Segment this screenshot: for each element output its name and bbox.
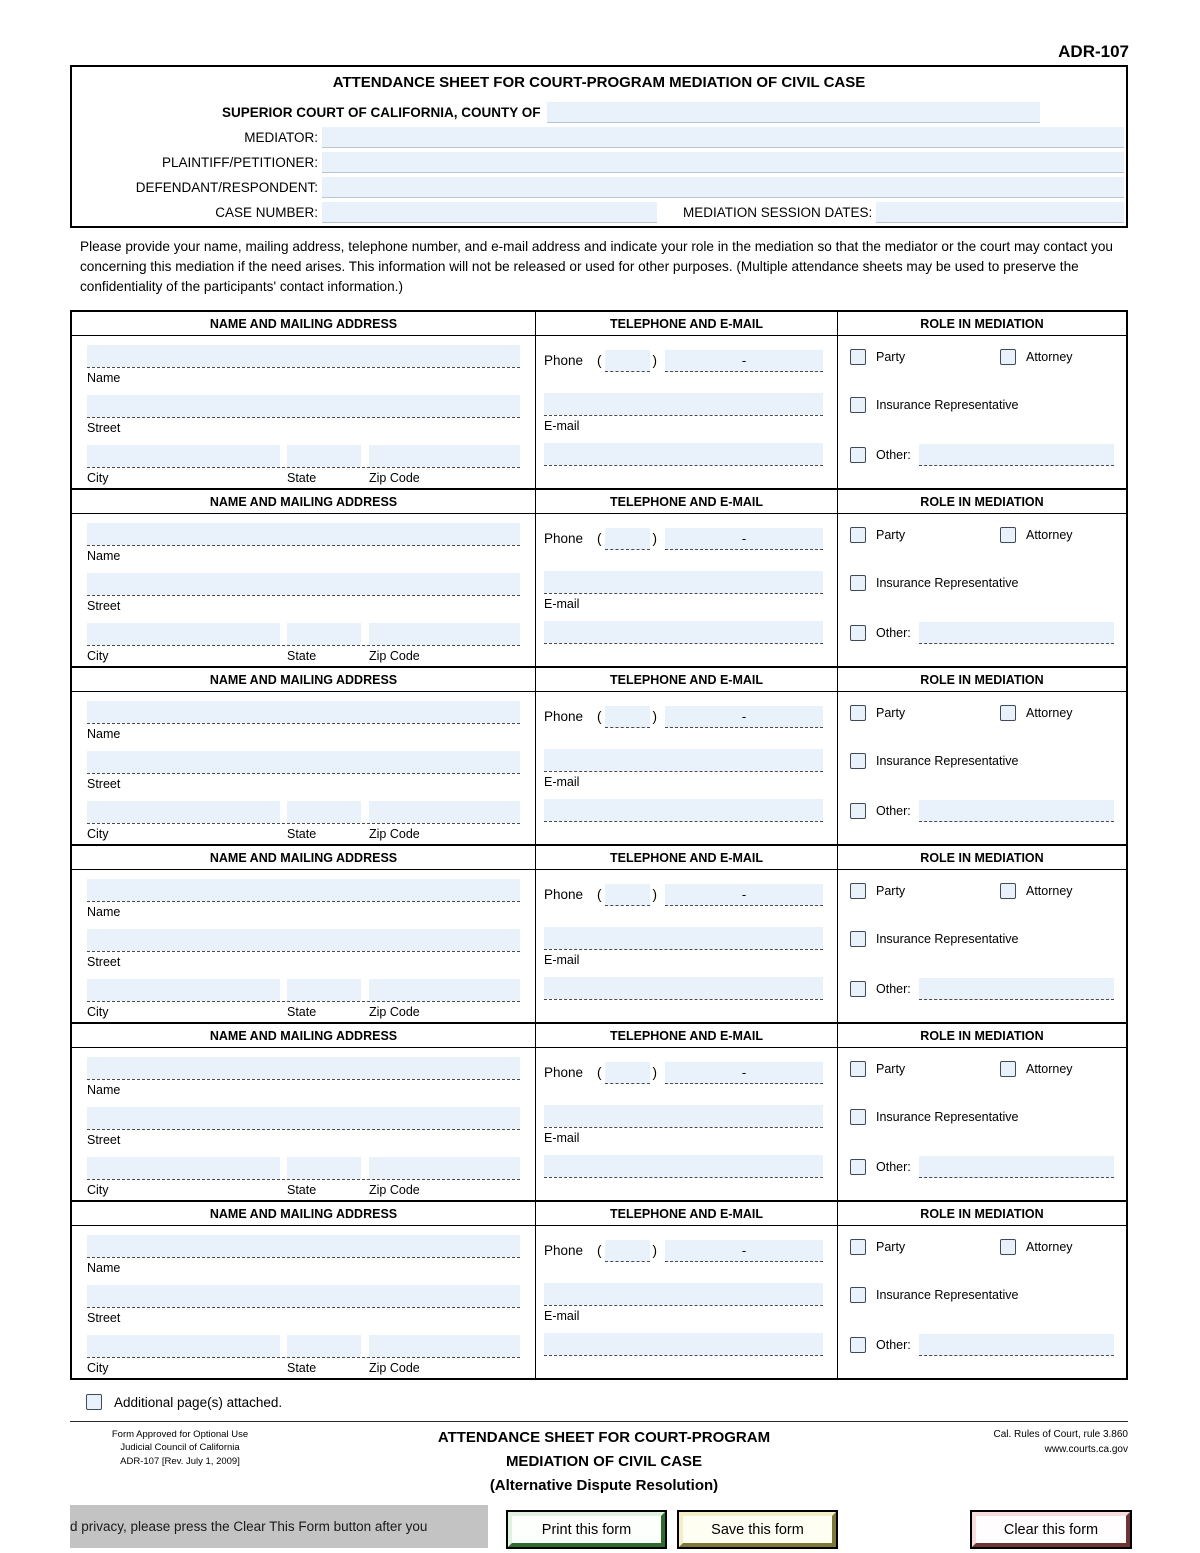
other-role-label: Other: [876, 982, 911, 996]
attendee-entry [72, 1200, 1126, 1378]
insurance-representative-label: Insurance Representative [876, 932, 1019, 946]
party-label: Party [876, 706, 906, 720]
phone-label: Phone [544, 531, 584, 546]
phone-open-paren: ( [597, 709, 602, 724]
phone-row [544, 1058, 823, 1084]
case-number-input[interactable] [322, 202, 657, 223]
phone-email-cell [535, 870, 837, 1022]
phone-close-paren: ) [652, 353, 658, 368]
footer-rule-reference: Cal. Rules of Court, rule 3.860 [993, 1429, 1128, 1440]
column-header-role: ROLE IN MEDIATION [837, 846, 1126, 870]
county-row [222, 100, 1040, 125]
footer [70, 1426, 1128, 1498]
party-label: Party [876, 1240, 906, 1254]
form-title: ATTENDANCE SHEET FOR COURT-PROGRAM MEDIATION OF CIVIL CASE [332, 74, 866, 91]
street-group [87, 1284, 520, 1325]
zip-input[interactable] [369, 445, 520, 467]
state-label: State [287, 1005, 317, 1019]
phone-label: Phone [544, 887, 584, 902]
insurance-representative-checkbox[interactable] [850, 1287, 866, 1303]
mediator-label: MEDIATOR: [244, 130, 318, 145]
name-group [87, 700, 520, 741]
insurance-representative-label: Insurance Representative [876, 398, 1019, 412]
party-checkbox[interactable] [850, 1239, 866, 1255]
column-header-role: ROLE IN MEDIATION [837, 490, 1126, 514]
insurance-representative-checkbox[interactable] [850, 753, 866, 769]
party-label: Party [876, 1062, 906, 1076]
phone-area-code-input[interactable] [605, 350, 650, 372]
column-header-address: NAME AND MAILING ADDRESS [72, 312, 535, 336]
city-input[interactable] [87, 979, 280, 1001]
email-input-line2[interactable] [544, 977, 823, 999]
attorney-label: Attorney [1026, 706, 1073, 720]
column-header-address: NAME AND MAILING ADDRESS [72, 490, 535, 514]
phone-number-input[interactable]: - [665, 350, 823, 372]
email-input-line2[interactable] [544, 1155, 823, 1177]
city-state-zip-group [87, 1156, 520, 1197]
other-role-label: Other: [876, 448, 911, 462]
plaintiff-input[interactable] [322, 152, 1124, 173]
email-group [544, 1282, 823, 1323]
additional-pages-row [86, 1394, 282, 1410]
other-role-label: Other: [876, 1338, 911, 1352]
name-label: Name [87, 371, 121, 385]
attendee-entry [72, 488, 1126, 666]
city-state-zip-group [87, 622, 520, 663]
action-bar [0, 1505, 1200, 1548]
footer-rules-block [918, 1426, 1128, 1498]
street-input[interactable] [87, 1285, 520, 1307]
party-checkbox[interactable] [850, 705, 866, 721]
city-label: City [87, 1361, 109, 1375]
other-role-checkbox[interactable] [850, 625, 866, 641]
street-input[interactable] [87, 395, 520, 417]
phone-area-code-input[interactable] [605, 1062, 650, 1084]
street-input[interactable] [87, 1107, 520, 1129]
role-cell [837, 870, 1126, 1022]
name-label: Name [87, 905, 121, 919]
state-input[interactable] [287, 1335, 361, 1357]
city-label: City [87, 1183, 109, 1197]
other-role-input[interactable] [919, 1156, 1114, 1178]
email-input[interactable] [544, 749, 823, 771]
column-header-phone: TELEPHONE AND E-MAIL [535, 490, 837, 514]
city-input[interactable] [87, 1157, 280, 1179]
zip-label: Zip Code [369, 471, 420, 485]
name-input[interactable] [87, 701, 520, 723]
other-role-label: Other: [876, 1160, 911, 1174]
phone-row [544, 702, 823, 728]
instructions-paragraph: Please provide your name, mailing address, telephone number, and e-mail address and indicate your role in the mediation so that the mediator or the court may contact you concerning this mediation if the need arises. This information will not be released or used for other purposes. (Multiple attendance sheets may be used to preserve the confidentiality of the participants' contact information.) [80, 239, 1113, 294]
state-label: State [287, 1183, 317, 1197]
phone-open-paren: ( [597, 887, 602, 902]
email-input-line2[interactable] [544, 621, 823, 643]
other-role-input[interactable] [919, 1334, 1114, 1356]
footer-title-line: ATTENDANCE SHEET FOR COURT-PROGRAM [437, 1429, 771, 1446]
state-input[interactable] [287, 1157, 361, 1179]
phone-email-cell [535, 692, 837, 844]
insurance-representative-checkbox[interactable] [850, 1109, 866, 1125]
city-label: City [87, 471, 109, 485]
email-input[interactable] [544, 393, 823, 415]
insurance-representative-checkbox[interactable] [850, 575, 866, 591]
party-checkbox[interactable] [850, 1061, 866, 1077]
state-input[interactable] [287, 445, 361, 467]
phone-number-input[interactable]: - [665, 528, 823, 550]
name-input[interactable] [87, 1235, 520, 1257]
defendant-label: DEFENDANT/RESPONDENT: [135, 180, 318, 195]
phone-row [544, 880, 823, 906]
phone-close-paren: ) [652, 709, 658, 724]
role-cell [837, 1048, 1126, 1200]
city-input[interactable] [87, 801, 280, 823]
email-input[interactable] [544, 1283, 823, 1305]
county-input[interactable] [547, 102, 1040, 123]
name-group [87, 344, 520, 385]
footer-approval-line: Form Approved for Optional Use [111, 1429, 249, 1440]
other-role-checkbox[interactable] [850, 803, 866, 819]
form-number: ADR-107 [1058, 42, 1129, 61]
street-input[interactable] [87, 573, 520, 595]
other-role-label: Other: [876, 626, 911, 640]
email-label: E-mail [544, 1309, 580, 1323]
insurance-representative-label: Insurance Representative [876, 576, 1019, 590]
session-dates-label: MEDIATION SESSION DATES: [683, 205, 873, 220]
street-group [87, 928, 520, 969]
zip-input[interactable] [369, 1157, 520, 1179]
state-label: State [287, 649, 317, 663]
phone-close-paren: ) [652, 531, 658, 546]
name-group [87, 1234, 520, 1275]
phone-number-input[interactable]: - [665, 1062, 823, 1084]
other-role-input[interactable] [919, 622, 1114, 644]
other-role-checkbox[interactable] [850, 1159, 866, 1175]
attendance-table [70, 310, 1128, 1380]
phone-email-cell [535, 1048, 837, 1200]
phone-row [544, 524, 823, 550]
clear-form-button[interactable]: Clear this form [972, 1512, 1130, 1547]
street-group [87, 572, 520, 613]
insurance-representative-label: Insurance Representative [876, 754, 1019, 768]
street-group [87, 394, 520, 435]
state-label: State [287, 1361, 317, 1375]
phone-email-cell [535, 514, 837, 666]
street-label: Street [87, 777, 121, 791]
email-input[interactable] [544, 927, 823, 949]
column-header-phone: TELEPHONE AND E-MAIL [535, 312, 837, 336]
email-input-line2[interactable] [544, 443, 823, 465]
city-input[interactable] [87, 623, 280, 645]
address-cell [72, 870, 535, 1022]
insurance-representative-checkbox[interactable] [850, 397, 866, 413]
zip-label: Zip Code [369, 1361, 420, 1375]
name-input[interactable] [87, 523, 520, 545]
county-label: SUPERIOR COURT OF CALIFORNIA, COUNTY OF [222, 105, 541, 120]
column-header-address: NAME AND MAILING ADDRESS [72, 846, 535, 870]
state-label: State [287, 827, 317, 841]
phone-close-paren: ) [652, 1243, 658, 1258]
session-dates-input[interactable] [876, 202, 1124, 223]
name-label: Name [87, 549, 121, 563]
case-number-row [72, 200, 1124, 225]
party-label: Party [876, 884, 906, 898]
phone-area-code-input[interactable] [605, 528, 650, 550]
phone-label: Phone [544, 1065, 584, 1080]
name-group [87, 878, 520, 919]
email-input[interactable] [544, 571, 823, 593]
insurance-representative-label: Insurance Representative [876, 1110, 1019, 1124]
insurance-representative-checkbox[interactable] [850, 931, 866, 947]
street-group [87, 750, 520, 791]
attendee-entry [72, 666, 1126, 844]
privacy-notice: d privacy, please press the Clear This Form button after you [70, 1505, 488, 1548]
phone-area-code-input[interactable] [605, 706, 650, 728]
column-header-phone: TELEPHONE AND E-MAIL [535, 1024, 837, 1048]
city-state-zip-group [87, 978, 520, 1019]
attorney-checkbox[interactable] [1000, 883, 1016, 899]
defendant-input[interactable] [322, 177, 1124, 198]
plaintiff-label: PLAINTIFF/PETITIONER: [161, 155, 318, 170]
column-header-address: NAME AND MAILING ADDRESS [72, 1202, 535, 1226]
attorney-checkbox[interactable] [1000, 1061, 1016, 1077]
phone-close-paren: ) [652, 887, 658, 902]
save-form-button[interactable]: Save this form [679, 1512, 836, 1547]
other-role-checkbox[interactable] [850, 447, 866, 463]
zip-input[interactable] [369, 1335, 520, 1357]
city-label: City [87, 827, 109, 841]
email-label: E-mail [544, 419, 580, 433]
attendee-entry [72, 312, 1126, 488]
phone-area-code-input[interactable] [605, 884, 650, 906]
party-label: Party [876, 350, 906, 364]
attorney-checkbox[interactable] [1000, 1239, 1016, 1255]
role-cell [837, 336, 1126, 488]
name-label: Name [87, 1083, 121, 1097]
column-header-phone: TELEPHONE AND E-MAIL [535, 668, 837, 692]
other-role-input[interactable] [919, 978, 1114, 1000]
print-form-button[interactable]: Print this form [508, 1512, 665, 1547]
state-label: State [287, 471, 317, 485]
email-input-line2[interactable] [544, 799, 823, 821]
column-header-role: ROLE IN MEDIATION [837, 312, 1126, 336]
name-input[interactable] [87, 879, 520, 901]
column-header-role: ROLE IN MEDIATION [837, 668, 1126, 692]
zip-input[interactable] [369, 979, 520, 1001]
state-input[interactable] [287, 979, 361, 1001]
attendee-entry [72, 844, 1126, 1022]
address-cell [72, 1226, 535, 1378]
phone-label: Phone [544, 353, 584, 368]
attorney-label: Attorney [1026, 884, 1073, 898]
email-group [544, 392, 823, 433]
other-role-checkbox[interactable] [850, 981, 866, 997]
email-label: E-mail [544, 953, 580, 967]
column-header-phone: TELEPHONE AND E-MAIL [535, 1202, 837, 1226]
street-input[interactable] [87, 751, 520, 773]
phone-open-paren: ( [597, 531, 602, 546]
column-header-address: NAME AND MAILING ADDRESS [72, 668, 535, 692]
footer-divider [70, 1421, 1128, 1422]
plaintiff-row [72, 150, 1124, 175]
address-cell [72, 514, 535, 666]
email-input-line2[interactable] [544, 1333, 823, 1355]
additional-pages-label: Additional page(s) attached. [114, 1394, 283, 1410]
attorney-label: Attorney [1026, 1240, 1073, 1254]
insurance-representative-label: Insurance Representative [876, 1288, 1019, 1302]
footer-title-line: MEDIATION OF CIVIL CASE [505, 1453, 703, 1470]
zip-label: Zip Code [369, 827, 420, 841]
phone-number-input[interactable]: - [665, 706, 823, 728]
footer-title-block [290, 1426, 918, 1498]
zip-input[interactable] [369, 801, 520, 823]
other-role-input[interactable] [919, 800, 1114, 822]
city-state-zip-group [87, 1334, 520, 1375]
attorney-label: Attorney [1026, 350, 1073, 364]
case-number-label: CASE NUMBER: [215, 205, 318, 220]
phone-number-input[interactable]: - [665, 884, 823, 906]
city-label: City [87, 1005, 109, 1019]
street-label: Street [87, 1133, 121, 1147]
phone-close-paren: ) [652, 1065, 658, 1080]
role-cell [837, 692, 1126, 844]
party-checkbox[interactable] [850, 883, 866, 899]
other-role-input[interactable] [919, 444, 1114, 466]
city-state-zip-group [87, 800, 520, 841]
city-label: City [87, 649, 109, 663]
name-input[interactable] [87, 1057, 520, 1079]
email-group [544, 926, 823, 967]
city-input[interactable] [87, 1335, 280, 1357]
attorney-label: Attorney [1026, 528, 1073, 542]
other-role-checkbox[interactable] [850, 1337, 866, 1353]
phone-row [544, 346, 823, 372]
footer-title-line: (Alternative Dispute Resolution) [489, 1477, 719, 1494]
email-input[interactable] [544, 1105, 823, 1127]
street-group [87, 1106, 520, 1147]
address-cell [72, 692, 535, 844]
role-cell [837, 1226, 1126, 1378]
name-group [87, 522, 520, 563]
party-checkbox[interactable] [850, 527, 866, 543]
street-input[interactable] [87, 929, 520, 951]
address-cell [72, 1048, 535, 1200]
phone-email-cell [535, 336, 837, 488]
footer-approval-line: ADR-107 [Rev. July 1, 2009] [120, 1455, 240, 1467]
phone-label: Phone [544, 709, 584, 724]
column-header-role: ROLE IN MEDIATION [837, 1202, 1126, 1226]
column-header-address: NAME AND MAILING ADDRESS [72, 1024, 535, 1048]
column-header-role: ROLE IN MEDIATION [837, 1024, 1126, 1048]
email-label: E-mail [544, 1131, 580, 1145]
mediator-input[interactable] [322, 127, 1124, 148]
footer-approval-line: Judicial Council of California [120, 1442, 240, 1454]
street-label: Street [87, 421, 121, 435]
attorney-label: Attorney [1026, 1062, 1073, 1076]
zip-input[interactable] [369, 623, 520, 645]
city-input[interactable] [87, 445, 280, 467]
caption-box [70, 65, 1128, 228]
defendant-row [72, 175, 1124, 200]
phone-row [544, 1236, 823, 1262]
email-label: E-mail [544, 775, 580, 789]
footer-approval-block [70, 1426, 290, 1498]
email-label: E-mail [544, 597, 580, 611]
attorney-checkbox[interactable] [1000, 349, 1016, 365]
city-state-zip-group [87, 444, 520, 485]
phone-label: Phone [544, 1243, 584, 1258]
phone-area-code-input[interactable] [605, 1240, 650, 1262]
additional-pages-checkbox[interactable] [86, 1394, 102, 1410]
email-group [544, 748, 823, 789]
address-cell [72, 336, 535, 488]
zip-label: Zip Code [369, 649, 420, 663]
street-label: Street [87, 1311, 121, 1325]
attorney-checkbox[interactable] [1000, 705, 1016, 721]
phone-open-paren: ( [597, 1243, 602, 1258]
party-checkbox[interactable] [850, 349, 866, 365]
attendee-entry [72, 1022, 1126, 1200]
name-group [87, 1056, 520, 1097]
party-label: Party [876, 528, 906, 542]
column-header-phone: TELEPHONE AND E-MAIL [535, 846, 837, 870]
zip-label: Zip Code [369, 1183, 420, 1197]
mediator-row [72, 125, 1124, 150]
street-label: Street [87, 955, 121, 969]
attorney-checkbox[interactable] [1000, 527, 1016, 543]
email-group [544, 570, 823, 611]
name-label: Name [87, 727, 121, 741]
name-label: Name [87, 1261, 121, 1275]
footer-website: www.courts.ca.gov [1044, 1443, 1128, 1455]
state-input[interactable] [287, 623, 361, 645]
phone-email-cell [535, 1226, 837, 1378]
state-input[interactable] [287, 801, 361, 823]
phone-number-input[interactable]: - [665, 1240, 823, 1262]
phone-open-paren: ( [597, 1065, 602, 1080]
phone-open-paren: ( [597, 353, 602, 368]
street-label: Street [87, 599, 121, 613]
other-role-label: Other: [876, 804, 911, 818]
role-cell [837, 514, 1126, 666]
email-group [544, 1104, 823, 1145]
zip-label: Zip Code [369, 1005, 420, 1019]
name-input[interactable] [87, 345, 520, 367]
